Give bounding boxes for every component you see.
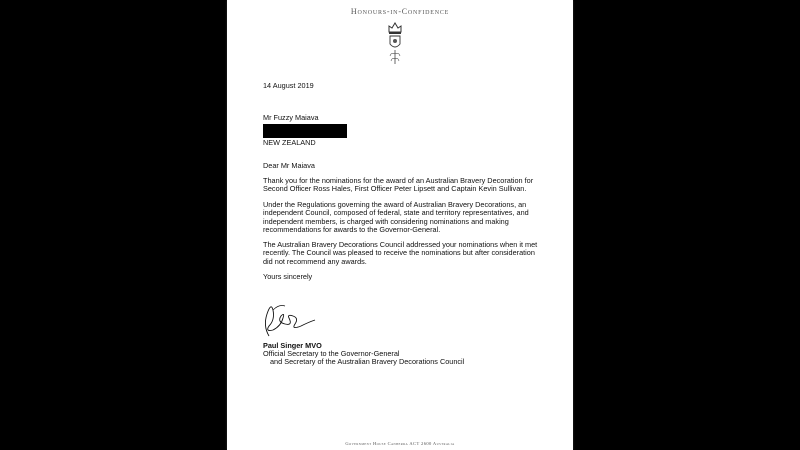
paragraph-line: independent members, is charged with considering nominations and making <box>263 216 509 226</box>
redacted-address <box>263 124 347 138</box>
letter-footer: Government House Canberra ACT 2600 Australia <box>345 441 455 446</box>
letter-page <box>227 0 573 450</box>
paragraph-line: recommendations for awards to the Governor-General. <box>263 225 441 235</box>
paragraph-2 <box>263 201 529 235</box>
paragraph-3 <box>263 241 537 266</box>
signer-title-line-1: Official Secretary to the Governor-General <box>263 349 400 358</box>
paragraph-line: did not recommend any awards. <box>263 256 367 266</box>
paragraph-line: Thank you for the nominations for the award of an Australian Bravery Decoration for <box>263 176 534 185</box>
paragraph-line: Under the Regulations governing the award of Australian Bravery Decorations, an <box>263 200 527 209</box>
addressee-country: NEW ZEALAND <box>263 138 316 147</box>
royal-crest-icon <box>385 20 405 66</box>
signer-title-line-2: and Secretary of the Australian Bravery Decorations Council <box>270 357 465 366</box>
letter-date: 14 August 2019 <box>263 81 314 90</box>
addressee-name: Mr Fuzzy Maiava <box>263 113 319 122</box>
paragraph-1 <box>263 177 533 194</box>
closing: Yours sincerely <box>263 272 313 281</box>
signature-icon <box>259 296 323 340</box>
paragraph-line: Second Officer Ross Hales, First Officer Peter Lipsett and Captain Kevin Sullivan. <box>263 184 527 194</box>
salutation: Dear Mr Maiava <box>263 161 315 170</box>
paragraph-line: The Australian Bravery Decorations Council addressed your nominations when it met <box>263 240 538 249</box>
paragraph-line: recently. The Council was pleased to receive the nominations but after consideration <box>263 248 535 258</box>
paragraph-line: independent Council, composed of federal, state and territory representatives, and <box>263 208 529 218</box>
letter-header: Honours-in-Confidence <box>350 7 450 16</box>
signer-name: Paul Singer MVO <box>263 341 322 350</box>
